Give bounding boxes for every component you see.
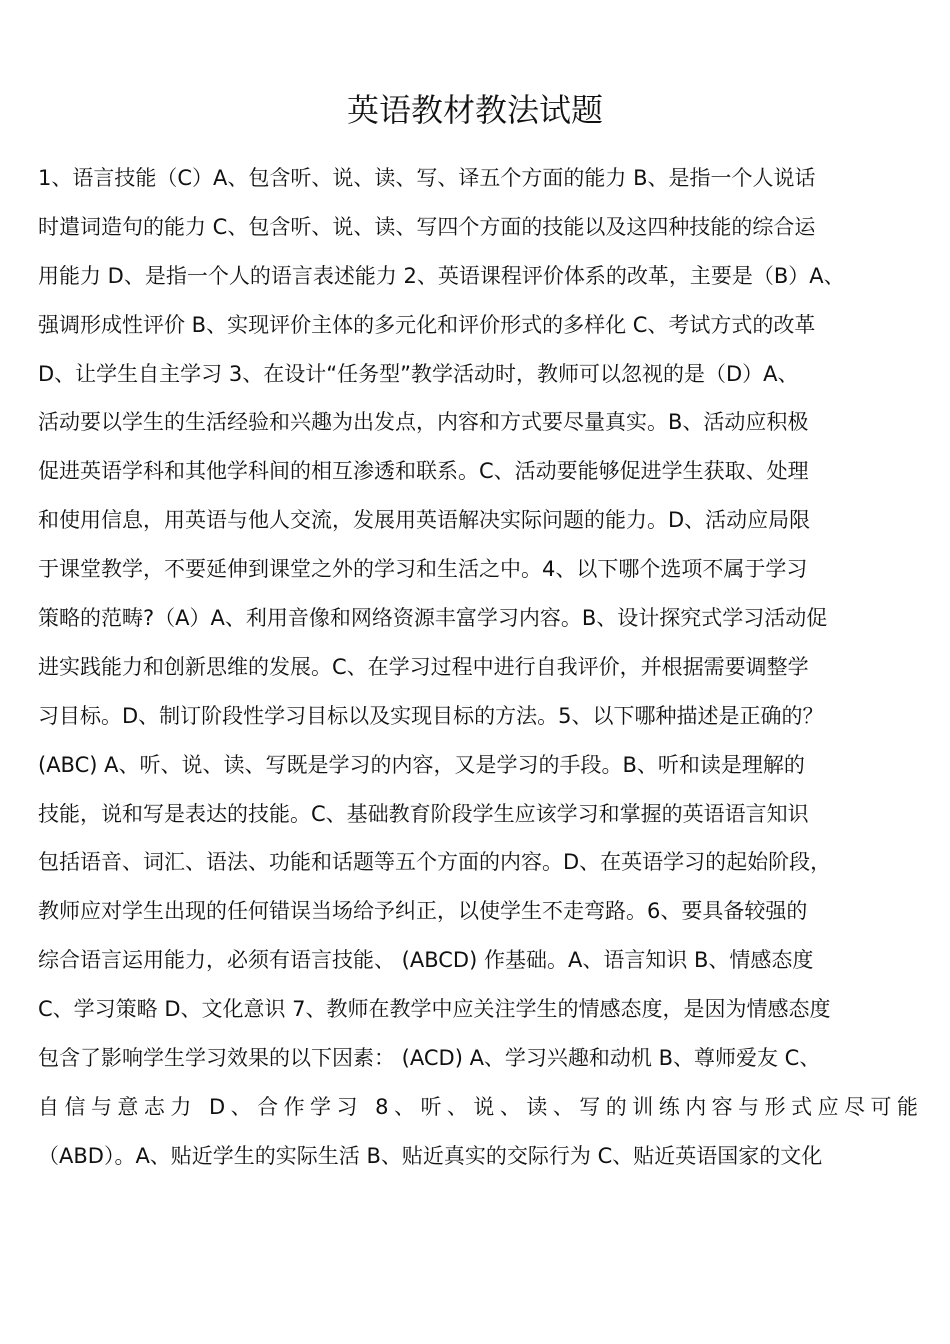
text-line: 包含了影响学生学习效果的以下因素： (ACD) A、学习兴趣和动机 B、尊师爱友 C、: [38, 1046, 821, 1071]
text-line: 于课堂教学，不要延伸到课堂之外的学习和生活之中。4、以下哪个选项不属于学习: [38, 557, 808, 582]
text-line: (ABC) A、听、说、读、写既是学习的内容，又是学习的手段。B、听和读是理解的: [38, 752, 805, 777]
text-line: 1、语言技能（C）A、包含听、说、读、写、译五个方面的能力 B、是指一个人说话: [38, 166, 816, 190]
text-line: （ABD）。A、贴近学生的实际生活 B、贴近真实的交际行为 C、贴近英语国家的文化: [38, 1143, 823, 1168]
text-line: 强调形成性评价 B、实现评价主体的多元化和评价形式的多样化 C、考试方式的改革: [38, 312, 816, 337]
page-title: 英语教材教法试题: [346, 91, 603, 129]
text-line: 包括语音、词汇、语法、功能和话题等五个方面的内容。D、在英语学习的起始阶段，: [38, 850, 832, 875]
text-line: 教师应对学生出现的任何错误当场给予纠正，以使学生不走弯路。6、要具备较强的: [38, 899, 808, 924]
text-line: D、让学生自主学习 3、在设计“任务型”教学活动时，教师可以忽视的是（D）A、: [38, 361, 799, 386]
text-line: 自信与意志力 D、合作学习 8、听、说、读、写的训练内容与形式应尽可能: [38, 1094, 918, 1119]
text-line: 活动要以学生的生活经验和兴趣为出发点，内容和方式要尽量真实。B、活动应积极: [38, 410, 809, 435]
text-line: 促进英语学科和其他学科间的相互渗透和联系。C、活动要能够促进学生获取、处理: [38, 459, 809, 484]
text-line: 技能，说和写是表达的技能。C、基础教育阶段学生应该学习和掌握的英语语言知识: [38, 801, 809, 826]
text-line: 时遣词造句的能力 C、包含听、说、读、写四个方面的技能以及这四种技能的综合运: [38, 214, 816, 239]
text-line: 习目标。D、制订阶段性学习目标以及实现目标的方法。5、以下哪种描述是正确的？: [38, 703, 824, 728]
text-line: 用能力 D、是指一个人的语言表述能力 2、英语课程评价体系的改革，主要是（B）A、: [38, 263, 845, 288]
question-text-body: [38, 154, 918, 1181]
text-line: C、学习策略 D、文化意识 7、教师在教学中应关注学生的情感态度，是因为情感态度: [38, 997, 831, 1022]
text-line: 策略的范畴?（A）A、利用音像和网络资源丰富学习内容。B、设计探究式学习活动促: [38, 606, 828, 631]
text-line: 综合语言运用能力，必须有语言技能、 (ABCD) 作基础。A、语言知识 B、情感态度: [38, 948, 814, 973]
text-line: 和使用信息，用英语与他人交流，发展用英语解决实际问题的能力。D、活动应局限: [38, 508, 811, 533]
text-line: 进实践能力和创新思维的发展。C、在学习过程中进行自我评价，并根据需要调整学: [38, 654, 809, 679]
